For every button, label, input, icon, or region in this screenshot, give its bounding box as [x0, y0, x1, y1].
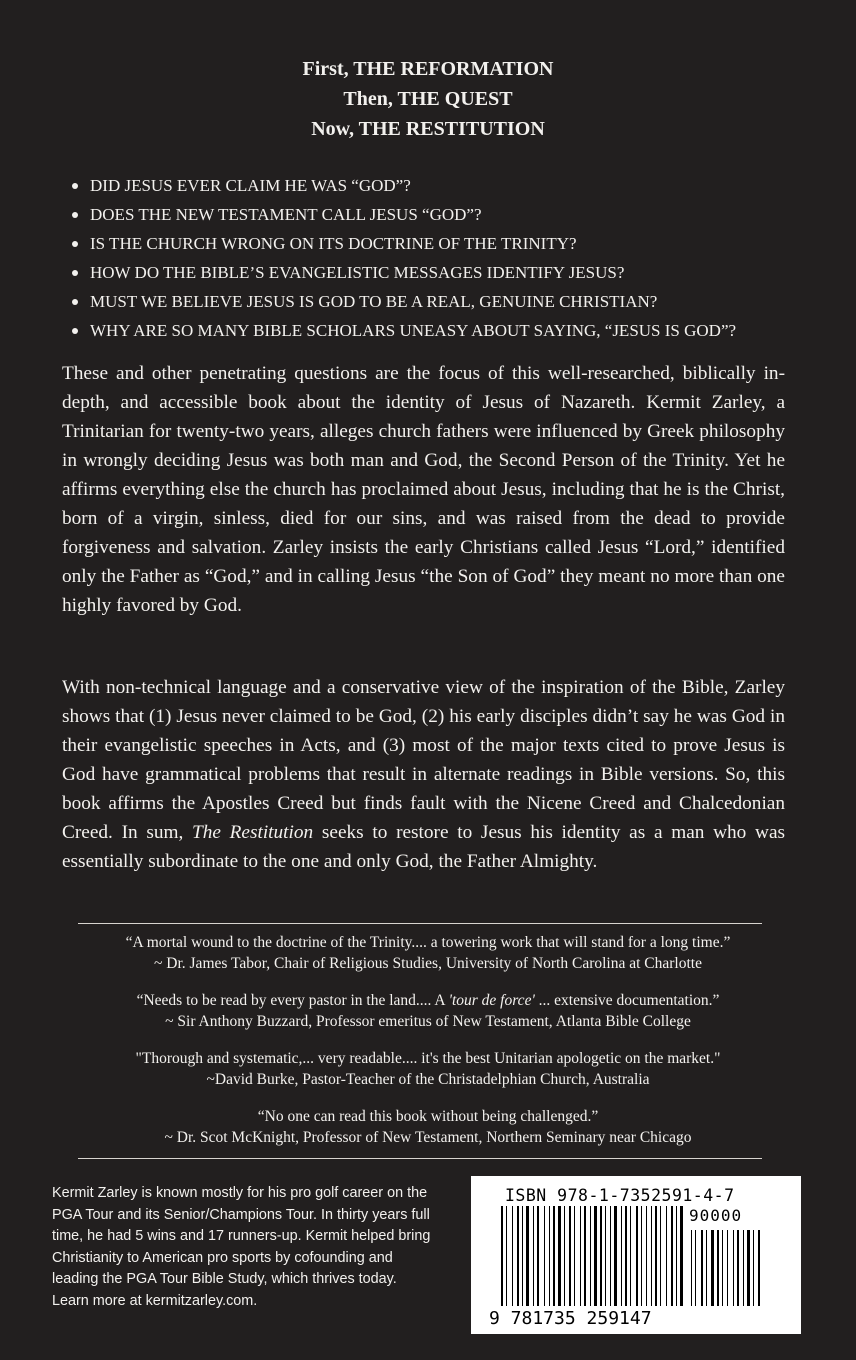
- headline-line-2: Then, THE QUEST: [343, 88, 513, 110]
- barcode-addon-bar: [717, 1230, 719, 1306]
- barcode-addon-bar: [711, 1230, 714, 1306]
- endorsement-quote: "Thorough and systematic,... very readable.... it's the best Unitarian apologetic on the market.": [135, 1050, 721, 1067]
- barcode-bar: [517, 1206, 519, 1306]
- endorsement: [40, 1106, 816, 1148]
- barcode-bar: [660, 1206, 661, 1306]
- barcode-bar: [610, 1206, 611, 1306]
- barcode-bar: [671, 1206, 673, 1306]
- barcode-bar: [621, 1206, 622, 1306]
- quote-italic: 'tour de force': [448, 992, 535, 1009]
- barcode-bar: [605, 1206, 606, 1306]
- barcode-bar: [646, 1206, 647, 1306]
- isbn-label: ISBN 978-1-7352591-4-7: [505, 1186, 735, 1205]
- barcode-bar: [651, 1206, 652, 1306]
- barcode-bar: [680, 1206, 683, 1306]
- barcode-bar: [522, 1206, 523, 1306]
- barcode-bar: [600, 1206, 602, 1306]
- endorsement: [40, 932, 816, 974]
- barcode-bar: [590, 1206, 591, 1306]
- barcode-addon-bar: [695, 1230, 696, 1306]
- endorsement-attribution: ~ Dr. Scot McKnight, Professor of New Testament, Northern Seminary near Chicago: [164, 1129, 692, 1146]
- barcode-bar: [580, 1206, 581, 1306]
- barcode-addon-bar: [758, 1230, 760, 1306]
- quote-text: “Needs to be read by every pastor in the land.... A: [136, 992, 449, 1009]
- barcode-bar: [558, 1206, 561, 1306]
- barcode-bar: [526, 1206, 529, 1306]
- barcode-addon-bar: [753, 1230, 754, 1306]
- barcode-addon-bar: [733, 1230, 734, 1306]
- barcode-bar: [584, 1206, 586, 1306]
- question-item: MUST WE BELIEVE JESUS IS GOD TO BE A REAL, GENUINE CHRISTIAN?: [72, 287, 812, 316]
- barcode-bar: [594, 1206, 597, 1306]
- endorsement: [40, 1048, 816, 1090]
- question-list: [72, 171, 812, 345]
- divider-top: [78, 923, 762, 924]
- barcode-bar: [537, 1206, 539, 1306]
- question-item: DID JESUS EVER CLAIM HE WAS “GOD”?: [72, 171, 812, 200]
- barcode-bar: [666, 1206, 667, 1306]
- barcode-bar: [501, 1206, 503, 1306]
- book-title-italic: The Restitution: [192, 822, 314, 843]
- barcode-addon-bar: [722, 1230, 723, 1306]
- headline: [0, 54, 856, 144]
- barcode-bar: [549, 1206, 550, 1306]
- barcode-addon-bar: [747, 1230, 750, 1306]
- endorsement-attribution: ~David Burke, Pastor-Teacher of the Christadelphian Church, Australia: [206, 1071, 650, 1088]
- barcode-addon-bar: [727, 1230, 728, 1306]
- barcode-addon-bar: [691, 1230, 692, 1306]
- barcode-bar: [636, 1206, 638, 1306]
- barcode-bar: [506, 1206, 507, 1306]
- description-paragraph-2: [62, 673, 785, 876]
- barcode-addon: 90000: [689, 1206, 743, 1225]
- endorsement-quote: “No one can read this book without being challenged.”: [257, 1108, 599, 1125]
- endorsement-quote: [40, 990, 816, 1011]
- barcode-bar: [574, 1206, 575, 1306]
- barcode-bar: [564, 1206, 565, 1306]
- barcode-addon-bar: [743, 1230, 744, 1306]
- headline-line-3: Now, THE RESTITUTION: [311, 118, 545, 140]
- paragraph-2-text: With non-technical language and a conservative view of the inspiration of the Bible, Zarley shows that (1) Jesus never claimed to be God, (2) his early disciples didn’t say he was God in their evangelistic speeches in Acts, and (3) most of the major texts cited to prove Jesus is God have grammatical problems that result in alternate readings in Bible versions. So, this book affirms the Apostles Creed but finds fault with the Nicene Creed and Chalcedonian Creed. In sum,: [62, 677, 785, 843]
- barcode-addon-bar: [737, 1230, 739, 1306]
- barcode-bar: [533, 1206, 534, 1306]
- barcode-bar: [512, 1206, 513, 1306]
- barcode-addon-bar: [701, 1230, 703, 1306]
- paragraph-2-text-end: seeks to restore to Jesus his identity as a man who was essentially subordinate to the one and only God, the Father Almighty.: [62, 822, 786, 872]
- endorsement: [40, 990, 816, 1032]
- endorsement-attribution: ~ Sir Anthony Buzzard, Professor emeritus of New Testament, Atlanta Bible College: [165, 1013, 691, 1030]
- endorsement-attribution: ~ Dr. James Tabor, Chair of Religious Studies, University of North Carolina at Charlotte: [154, 955, 702, 972]
- barcode-bar: [655, 1206, 657, 1306]
- barcode-bar: [676, 1206, 677, 1306]
- author-bio: Kermit Zarley is known mostly for his pro golf career on the PGA Tour and its Senior/Champions Tour. In thirty years full time, he had 5 wins and 17 runners-up. Kermit helped bring Christianity to American pro sports by cofounding and leading the PGA Tour Bible Study, which thrives today. Learn more at kermitzarley.com.: [52, 1185, 431, 1309]
- barcode-bar: [553, 1206, 555, 1306]
- barcode-box: [471, 1176, 801, 1334]
- barcode-bar: [569, 1206, 571, 1306]
- divider-bottom: [78, 1158, 762, 1159]
- question-item: IS THE CHURCH WRONG ON ITS DOCTRINE OF THE TRINITY?: [72, 229, 812, 258]
- barcode-bar: [614, 1206, 617, 1306]
- headline-line-1: First, THE REFORMATION: [302, 58, 554, 80]
- question-item: HOW DO THE BIBLE’S EVANGELISTIC MESSAGES IDENTIFY JESUS?: [72, 258, 812, 287]
- barcode-bar: [544, 1206, 545, 1306]
- barcode-addon-bar: [706, 1230, 707, 1306]
- barcode-bar: [641, 1206, 642, 1306]
- question-item: DOES THE NEW TESTAMENT CALL JESUS “GOD”?: [72, 200, 812, 229]
- endorsement-quote: “A mortal wound to the doctrine of the Trinity.... a towering work that will stand for a long time.”: [125, 934, 731, 951]
- description-paragraph-1: These and other penetrating questions are the focus of this well-researched, biblically in-depth, and accessible book about the identity of Jesus of Nazareth. Kermit Zarley, a Trinitarian for twenty-two years, alleges church fathers were influenced by Greek philosophy in wrongly deciding Jesus was both man and God, the Second Person of the Trinity. Yet he affirms everything else the church has proclaimed about Jesus, including that he is the Christ, born of a virgin, sinless, died for our sins, and was raised from the dead to provide forgiveness and salvation. Zarley insists the early Christians called Jesus “Lord,” identified only the Father as “God,” and in calling Jesus “the Son of God” they meant no more than one highly favored by God.: [62, 363, 785, 616]
- question-item: WHY ARE SO MANY BIBLE SCHOLARS UNEASY ABOUT SAYING, “JESUS IS GOD”?: [72, 316, 812, 345]
- barcode-bar: [625, 1206, 627, 1306]
- quote-text-end: ... extensive documentation.”: [534, 992, 720, 1009]
- ean-digits: 9 781735 259147: [489, 1308, 652, 1329]
- barcode-bar: [630, 1206, 631, 1306]
